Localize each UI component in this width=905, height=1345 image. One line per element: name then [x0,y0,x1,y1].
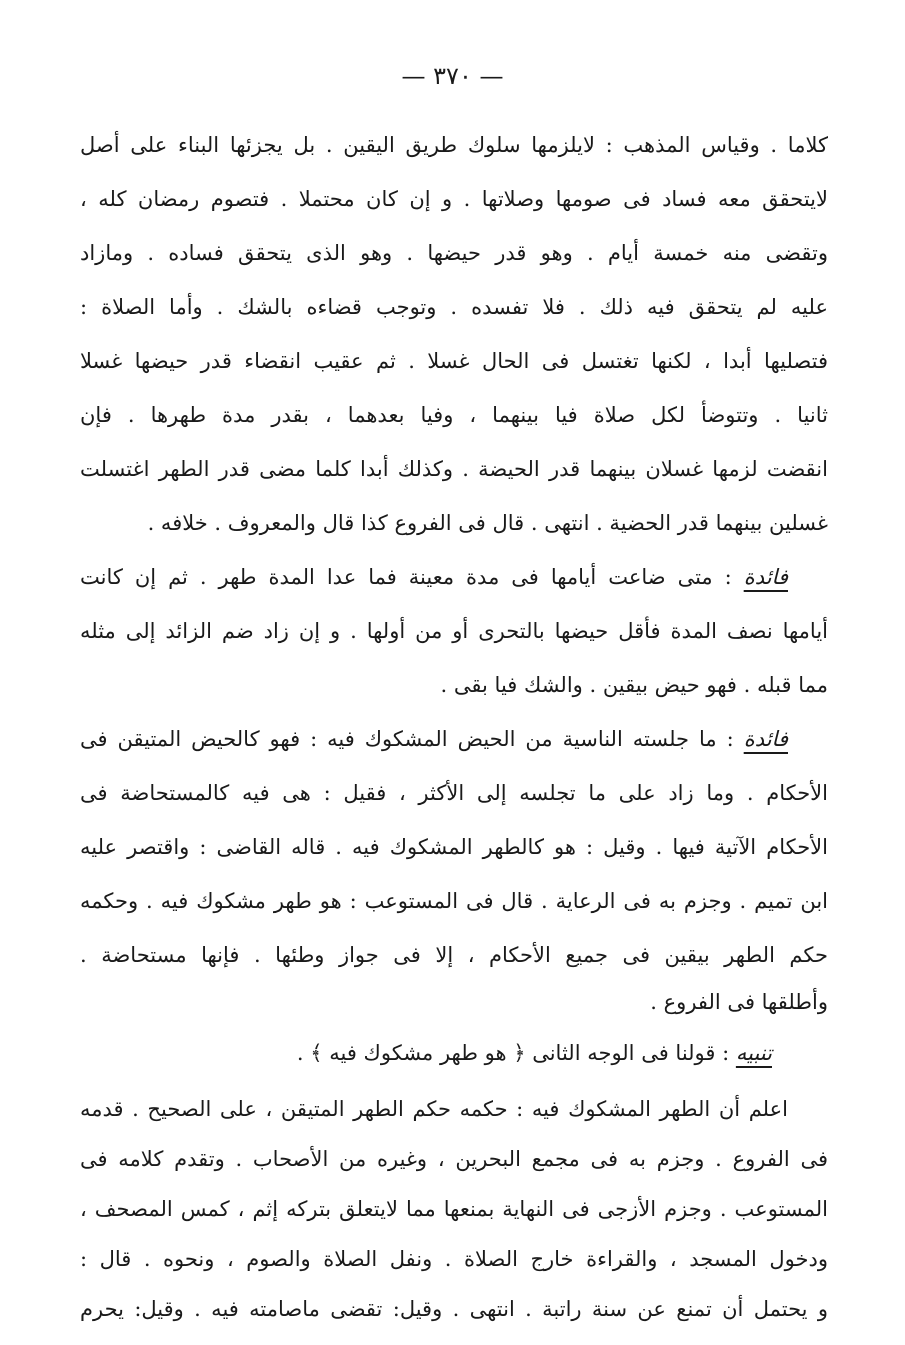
text-line-8: غسلين بينهما قدر الحضية . انتهى . قال فى الفروع كذا قال والمعروف . خلافه . [147,510,828,535]
text-line-14: الأحكام الآتية فيها . وقيل : هو كالطهر المشكوك فيه . قاله القاضى : واقتصر عليه [80,834,828,859]
text-line-20: فى الفروع . وجزم به فى مجمع البحرين ، وغيره من الأصحاب . وتقدم كلامه فى [80,1146,828,1171]
text-line-5: فتصليها أبدا ، لكنها تغتسل فى الحال غسلا . ثم عقيب انقضاء قدر حيضها غسلا [80,348,828,373]
page-number: — ٣٧٠ — [401,62,504,90]
text-line-11: مما قبله . فهو حيض بيقين . والشك فيا بقى . [440,672,828,697]
text-line-3: وتقضى منه خمسة أيام . وهو قدر حيضها . وهو الذى يتحقق فساده . ومازاد [80,240,828,265]
text-line-21: المستوعب . وجزم الأزجى فى النهاية بمنعها مما لايتعلق بتركه إثم ، كمس المصحف ، [80,1196,828,1221]
text-line-4: عليه لم يتحقق فيه ذلك . فلا تفسده . وتوجب قضاءه بالشك . وأما الصلاة : [80,294,828,319]
text-line-16: حكم الطهر بيقين فى جميع الأحكام ، إلا فى جواز وطئها . فإنها مستحاضة . [80,942,828,967]
text-line-17: وأطلقها فى الفروع . [650,989,828,1014]
faida-keyword: فائدة [743,726,788,751]
text-line-13: الأحكام . وما زاد على ما تجلسه إلى الأكثر ، فقيل : هى فيه كالمستحاضة فى [80,780,828,805]
text-line-7: انقضت لزمها غسلان بينهما قدر الحيضة . وكذلك أبدا كلما مضى قدر الطهر اغتسلت [80,456,828,481]
text-line-23: و يحتمل أن تمنع عن سنة راتبة . انتهى . وقيل: تقضى ماصامته فيه . وقيل: يحرم [80,1296,828,1321]
text-line-2: لايتحقق معه فساد فى صومها وصلاتها . و إن كان محتملا . فتصوم رمضان كله ، [80,186,828,211]
text-line-15: ابن تميم . وجزم به فى الرعاية . قال فى المستوعب : هو طهر مشكوك فيه . وحكمه [80,888,828,913]
text-line-6: ثانيا . وتتوضأ لكل صلاة فيا بينهما ، وفيا بعدهما ، بقدر مدة طهرها . فإن [80,402,828,427]
faida-heading-line-2: فائدة : ما جلسته الناسية من الحيض المشكوك فيه : فهو كالحيض المتيقن فى [80,726,788,751]
text-line-22: ودخول المسجد ، والقراءة خارج الصلاة . ونفل الصلاة والصوم ، ونحوه . قال : [80,1246,828,1271]
tanbih-keyword: تنبيه [735,1040,772,1065]
text-line-10: أيامها نصف المدة فأقل حيضها بالتحرى أو من أولها . و إن زاد ضم الزائد إلى مثله [80,618,828,643]
faida-keyword: فائدة [743,564,788,589]
faida-heading-line-1: فائدة : متى ضاعت أيامها فى مدة معينة فما عدا المدة طهر . ثم إن كانت [80,564,788,589]
text-line-1: كلاما . وقياس المذهب : لايلزمها سلوك طريق اليقين . بل يجزئها البناء على أصل [80,132,828,157]
tanbih-heading-line: تنبيه : قولنا فى الوجه الثانى ﴿ هو طهر مشكوك فيه ﴾ . [296,1040,772,1065]
text-line-19: اعلم أن الطهر المشكوك فيه : حكمه حكم الطهر المتيقن ، على الصحيح . قدمه [80,1096,788,1121]
body-text [80,118,828,1334]
